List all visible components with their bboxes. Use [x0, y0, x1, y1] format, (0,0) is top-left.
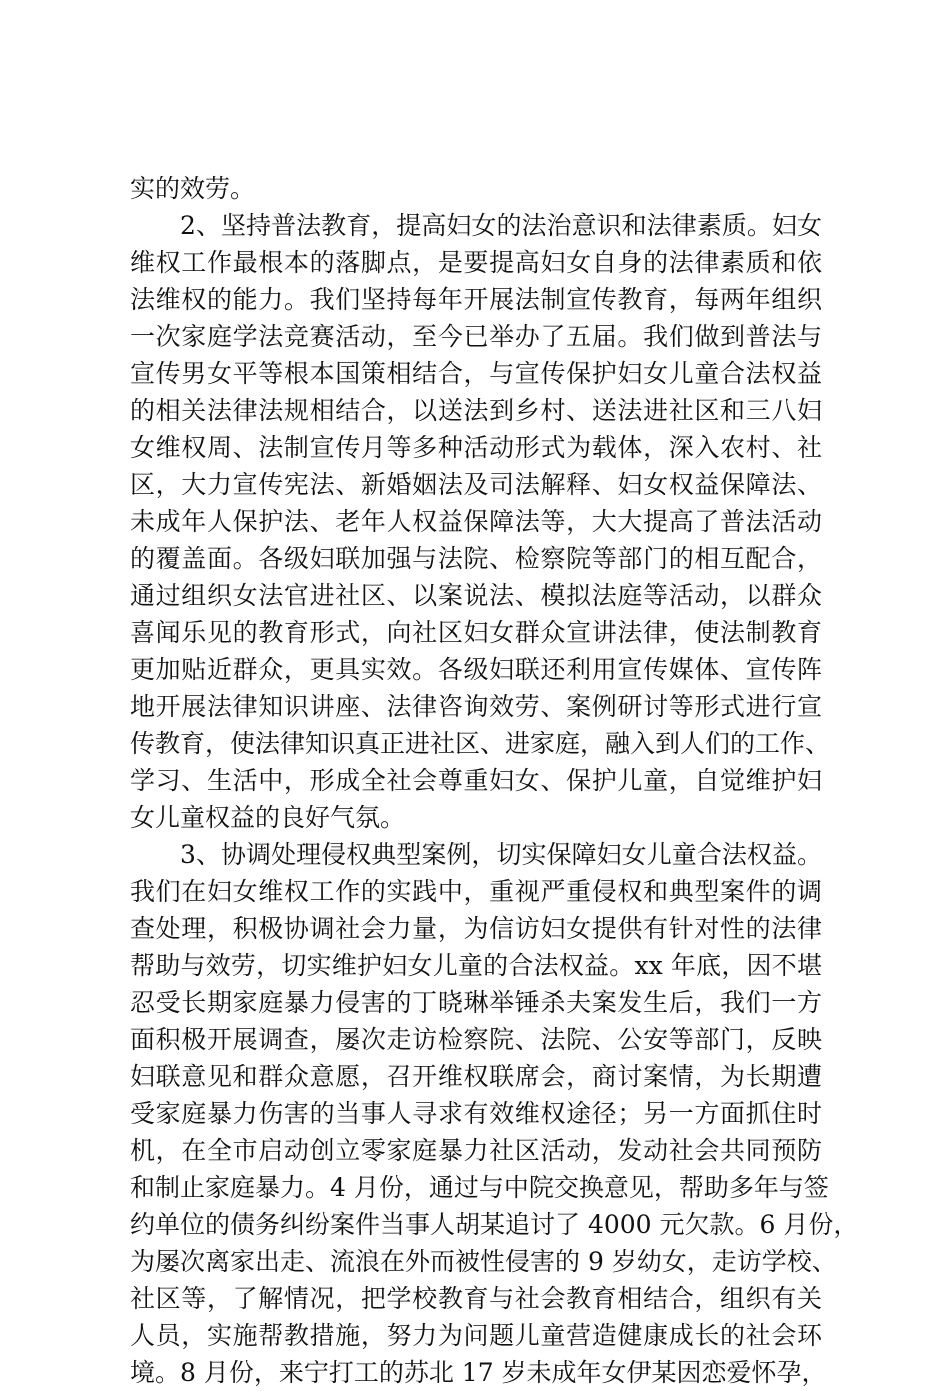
text-line: 受家庭暴力伤害的当事人寻求有效维权途径；另一方面抓住时: [130, 1099, 822, 1128]
text-line: 3、协调处理侵权典型案例，切实保障妇女儿童合法权益。: [180, 840, 822, 869]
text-line: 人员，实施帮教措施，努力为问题儿童营造健康成长的社会环: [130, 1321, 822, 1350]
text-line: 法维权的能力。我们坚持每年开展法制宣传教育，每两年组织: [130, 285, 822, 314]
text-line: 未成年人保护法、老年人权益保障法等，大大提高了普法活动: [130, 507, 822, 536]
text-line: 和制止家庭暴力。4 月份，通过与中院交换意见，帮助多年与签: [130, 1173, 829, 1202]
text-line: 喜闻乐见的教育形式，向社区妇女群众宣讲法律，使法制教育: [130, 618, 822, 647]
text-line: 忍受长期家庭暴力侵害的丁晓琳举锤杀夫案发生后，我们一方: [130, 988, 822, 1017]
text-line: 妇联意见和群众意愿，召开维权联席会，商讨案情，为长期遭: [130, 1062, 822, 1091]
text-line: 的覆盖面。各级妇联加强与法院、检察院等部门的相互配合，: [130, 544, 822, 573]
text-line: 地开展法律知识讲座、法律咨询效劳、案例研讨等形式进行宣: [130, 692, 822, 721]
text-line: 帮助与效劳，切实维护妇女儿童的合法权益。xx 年底，因不堪: [130, 951, 822, 980]
text-line: 为屡次离家出走、流浪在外而被性侵害的 9 岁幼女，走访学校、: [130, 1247, 837, 1276]
text-line: 女维权周、法制宣传月等多种活动形式为载体，深入农村、社: [130, 433, 822, 462]
text-line: 社区等，了解情况，把学校教育与社会教育相结合，组织有关: [130, 1284, 822, 1313]
text-line: 我们在妇女维权工作的实践中，重视严重侵权和典型案件的调: [130, 877, 822, 906]
text-line: 实的效劳。: [130, 174, 256, 203]
body-text: [130, 170, 859, 1391]
text-line: 2、坚持普法教育，提高妇女的法治意识和法律素质。妇女: [180, 211, 822, 240]
text-line: 机，在全市启动创立零家庭暴力社区活动，发动社会共同预防: [130, 1136, 822, 1165]
text-line: 面积极开展调查，屡次走访检察院、法院、公安等部门，反映: [130, 1025, 822, 1054]
text-line: 维权工作最根本的落脚点，是要提高妇女自身的法律素质和依: [130, 248, 822, 277]
text-line: 学习、生活中，形成全社会尊重妇女、保护儿童，自觉维护妇: [130, 766, 822, 795]
text-line: 女儿童权益的良好气氛。: [130, 803, 406, 832]
text-line: 通过组织女法官进社区、以案说法、模拟法庭等活动，以群众: [130, 581, 822, 610]
text-line: 境。8 月份，来宁打工的苏北 17 岁未成年女伊某因恋爱怀孕，: [130, 1358, 827, 1387]
text-line: 传教育，使法律知识真正进社区、进家庭，融入到人们的工作、: [130, 729, 831, 758]
text-line: 约单位的债务纠纷案件当事人胡某追讨了 4000 元欠款。6 月份，: [130, 1210, 859, 1239]
text-line: 的相关法律法规相结合，以送法到乡村、送法进社区和三八妇: [130, 396, 822, 425]
text-line: 宣传男女平等根本国策相结合，与宣传保护妇女儿童合法权益: [130, 359, 822, 388]
text-line: 区，大力宣传宪法、新婚姻法及司法解释、妇女权益保障法、: [130, 470, 822, 499]
text-line: 查处理，积极协调社会力量，为信访妇女提供有针对性的法律: [130, 914, 822, 943]
text-line: 更加贴近群众，更具实效。各级妇联还利用宣传媒体、宣传阵: [130, 655, 822, 684]
text-line: 一次家庭学法竞赛活动，至今已举办了五届。我们做到普法与: [130, 322, 822, 351]
